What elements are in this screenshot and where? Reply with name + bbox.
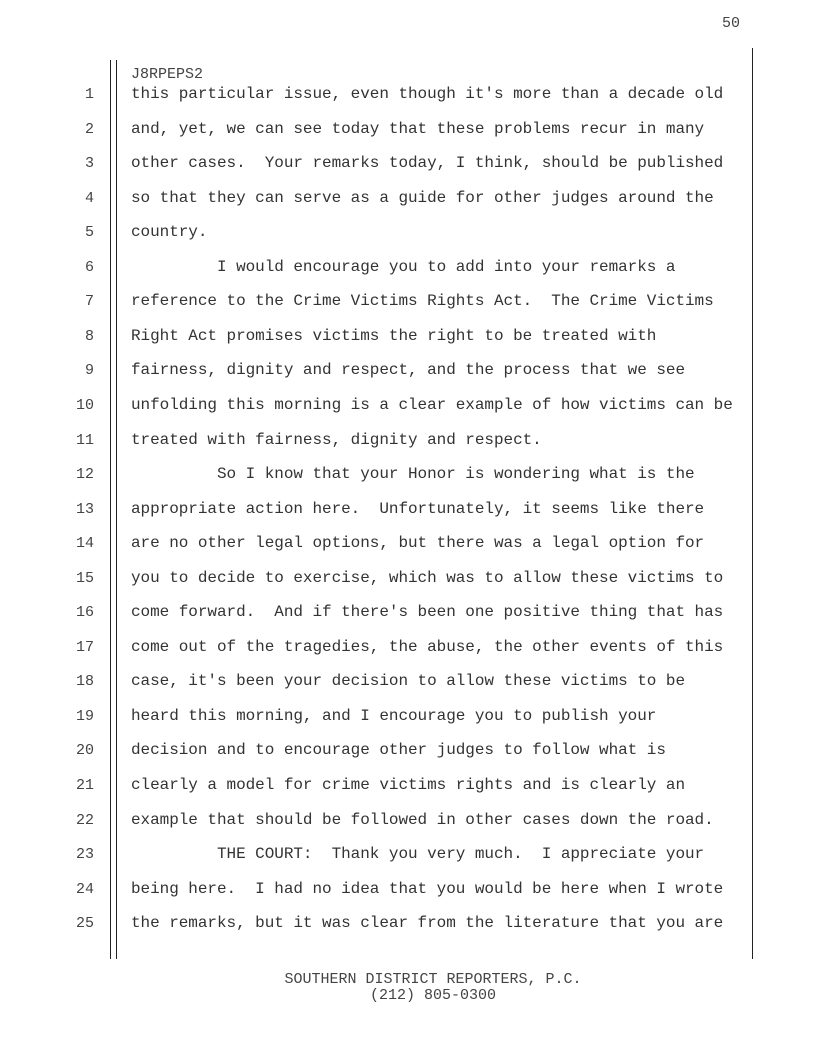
- transcript-line: come forward. And if there's been one positive thing that has: [131, 603, 724, 622]
- line-number: 1: [84, 86, 94, 103]
- transcript-line: unfolding this morning is a clear example of how victims can be: [131, 395, 733, 414]
- line-number: 15: [75, 569, 94, 587]
- line-number: 11: [75, 431, 94, 449]
- transcript-line: country.: [131, 223, 208, 242]
- line-number: 14: [75, 535, 94, 553]
- line-number: 10: [75, 396, 94, 414]
- transcript-line: appropriate action here. Unfortunately, it seems like there: [131, 499, 705, 518]
- transcript-line: heard this morning, and I encourage you to publish your: [131, 706, 657, 725]
- right-margin-rule: [752, 48, 753, 959]
- line-number: 9: [84, 362, 94, 380]
- line-number: 22: [75, 811, 94, 829]
- transcript-line: reference to the Crime Victims Rights Act. The Crime Victims: [131, 292, 714, 311]
- line-number: 3: [84, 155, 94, 173]
- line-number: 13: [75, 500, 94, 518]
- footer-phone: (212) 805-0300: [369, 987, 497, 1004]
- line-number: 12: [75, 466, 94, 484]
- line-number: 20: [75, 742, 94, 760]
- transcript-line: decision and to encourage other judges to follow what is: [131, 741, 666, 760]
- line-number: 21: [75, 777, 94, 794]
- page-number: 50: [721, 15, 740, 32]
- transcript-line: being here. I had no idea that you would be here when I wrote: [131, 879, 724, 898]
- line-number: 17: [75, 638, 94, 656]
- transcript-line: THE COURT: Thank you very much. I appreciate your: [131, 845, 705, 864]
- transcript-line: so that they can serve as a guide for other judges around the: [131, 188, 714, 207]
- line-number: 24: [75, 880, 94, 898]
- transcript-line: are no other legal options, but there was a legal option for: [131, 534, 705, 553]
- transcript-line: you to decide to exercise, which was to allow these victims to: [131, 568, 724, 587]
- footer-company: SOUTHERN DISTRICT REPORTERS, P.C.: [284, 971, 582, 988]
- transcript-line: the remarks, but it was clear from the literature that you are: [131, 914, 724, 933]
- transcript-line: Right Act promises victims the right to be treated with: [131, 326, 657, 345]
- transcript-line: I would encourage you to add into your remarks a: [131, 257, 676, 276]
- line-number: 23: [75, 846, 94, 864]
- line-number: 7: [84, 293, 94, 311]
- line-number: 2: [84, 120, 94, 138]
- transcript-line: example that should be followed in other cases down the road.: [131, 810, 714, 829]
- line-number: 18: [75, 673, 94, 691]
- transcript-line: case, it's been your decision to allow these victims to be: [131, 672, 685, 691]
- transcript-line: this particular issue, even though it's more than a decade old: [131, 85, 724, 103]
- line-number: 4: [84, 189, 94, 207]
- transcript-line: other cases. Your remarks today, I think, should be published: [131, 154, 724, 173]
- line-number: 6: [84, 258, 94, 276]
- header-code: J8RPEPS2: [131, 66, 204, 83]
- transcript-line: and, yet, we can see today that these problems recur in many: [131, 119, 705, 138]
- line-number: 8: [84, 327, 94, 345]
- line-number: 5: [84, 224, 94, 242]
- transcript-line: treated with fairness, dignity and respect.: [131, 430, 542, 449]
- transcript-line: So I know that your Honor is wondering what is the: [131, 465, 695, 484]
- transcript-line: fairness, dignity and respect, and the process that we see: [131, 361, 685, 380]
- line-number: 16: [75, 604, 94, 622]
- transcript-line: come out of the tragedies, the abuse, the other events of this: [131, 637, 724, 656]
- line-number: 19: [75, 707, 94, 725]
- left-margin-rule-inner: [116, 60, 117, 959]
- line-number: 25: [75, 915, 94, 933]
- transcript-line: clearly a model for crime victims rights and is clearly an: [131, 776, 685, 794]
- left-margin-rule-outer: [110, 60, 111, 959]
